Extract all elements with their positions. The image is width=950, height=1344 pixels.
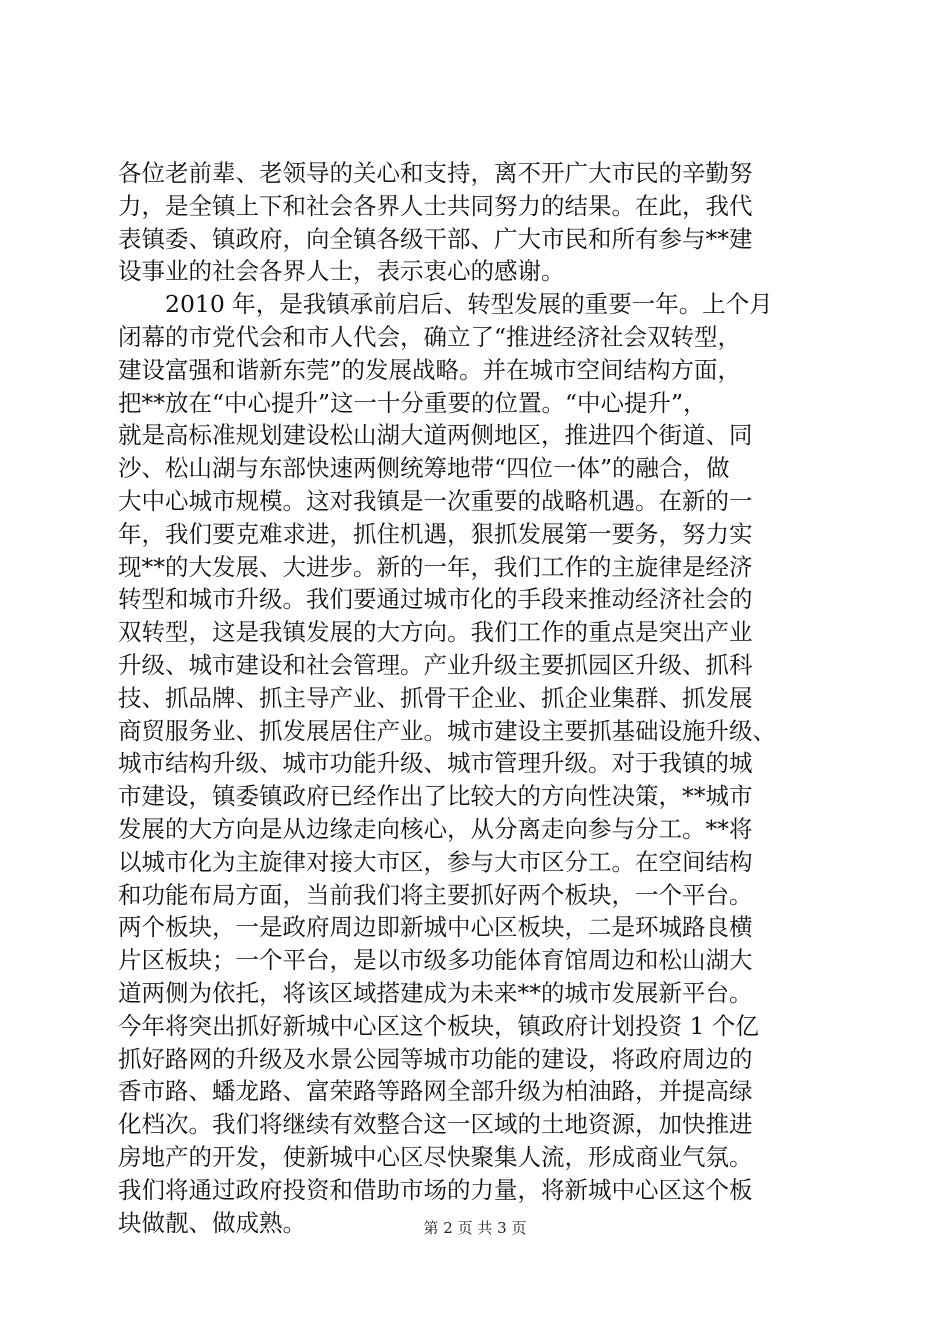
text-line: 设事业的社会各界人士，表示衷心的感谢。 [118, 257, 565, 286]
text-line: 2010 年，是我镇承前启后、转型发展的重要一年。上个月 [118, 290, 773, 319]
text-line: 把**放在“中心提升”这一十分重要的位置。“中心提升”， [118, 388, 707, 417]
text-line: 表镇委、镇政府，向全镇各级干部、广大市民和所有参与**建 [118, 224, 753, 253]
text-line: 商贸服务业、抓发展居住产业。城市建设主要抓基础设施升级、 [118, 716, 776, 745]
text-line: 房地产的开发，使新城中心区尽快聚集人流，形成商业气氛。 [118, 1142, 753, 1171]
text-line: 升级、城市建设和社会管理。产业升级主要抓园区升级、抓科 [118, 650, 753, 679]
text-line: 年，我们要克难求进，抓住机遇，狠抓发展第一要务，努力实 [118, 519, 753, 548]
text-line: 块做靓、做成熟。 [118, 1208, 306, 1237]
text-line: 两个板块，一是政府周边即新城中心区板块，二是环城路良横 [118, 913, 753, 942]
text-line: 化档次。我们将继续有效整合这一区域的土地资源，加快推进 [118, 1110, 753, 1139]
body-text [118, 157, 832, 1239]
text-line: 沙、松山湖与东部快速两侧统筹地带“四位一体”的融合，做 [118, 454, 730, 483]
text-line: 市建设，镇委镇政府已经作出了比较大的方向性决策，**城市 [118, 782, 753, 811]
text-line: 抓好路网的升级及水景公园等城市功能的建设，将政府周边的 [118, 1044, 753, 1073]
text-line: 闭幕的市党代会和市人代会，确立了“推进经济社会双转型， [118, 322, 742, 351]
text-line: 以城市化为主旋律对接大市区，参与大市区分工。在空间结构 [118, 847, 753, 876]
text-line: 城市结构升级、城市功能升级、城市管理升级。对于我镇的城 [118, 749, 753, 778]
text-line: 建设富强和谐新东莞”的发展战略。并在城市空间结构方面， [118, 355, 742, 384]
text-line: 转型和城市升级。我们要通过城市化的手段来推动经济社会的 [118, 585, 753, 614]
text-line: 双转型，这是我镇发展的大方向。我们工作的重点是突出产业 [118, 618, 753, 647]
text-line: 香市路、蟠龙路、富荣路等路网全部升级为柏油路，并提高绿 [118, 1077, 753, 1106]
text-line: 和功能布局方面，当前我们将主要抓好两个板块，一个平台。 [118, 880, 753, 909]
text-line: 现**的大发展、大进步。新的一年，我们工作的主旋律是经济 [118, 552, 753, 581]
text-line: 发展的大方向是从边缘走向核心，从分离走向参与分工。**将 [118, 814, 753, 843]
text-line: 片区板块；一个平台，是以市级多功能体育馆周边和松山湖大 [118, 946, 753, 975]
page-footer [0, 1217, 950, 1238]
text-line: 各位老前辈、老领导的关心和支持，离不开广大市民的辛勤努 [118, 159, 753, 187]
text-line: 我们将通过政府投资和借助市场的力量，将新城中心区这个板 [118, 1175, 753, 1204]
text-line: 道两侧为依托，将该区域搭建成为未来**的城市发展新平台。 [118, 978, 753, 1007]
text-line: 力，是全镇上下和社会各界人士共同努力的结果。在此，我代 [118, 191, 753, 220]
text-line: 大中心城市规模。这对我镇是一次重要的战略机遇。在新的一 [118, 486, 753, 515]
text-line: 技、抓品牌、抓主导产业、抓骨干企业、抓企业集群、抓发展 [118, 683, 753, 712]
text-line: 今年将突出抓好新城中心区这个板块，镇政府计划投资 1 个亿 [118, 1011, 759, 1040]
page-number: 第 2 页 共 3 页 [423, 1219, 527, 1237]
text-line: 就是高标准规划建设松山湖大道两侧地区，推进四个街道、同 [118, 421, 753, 450]
